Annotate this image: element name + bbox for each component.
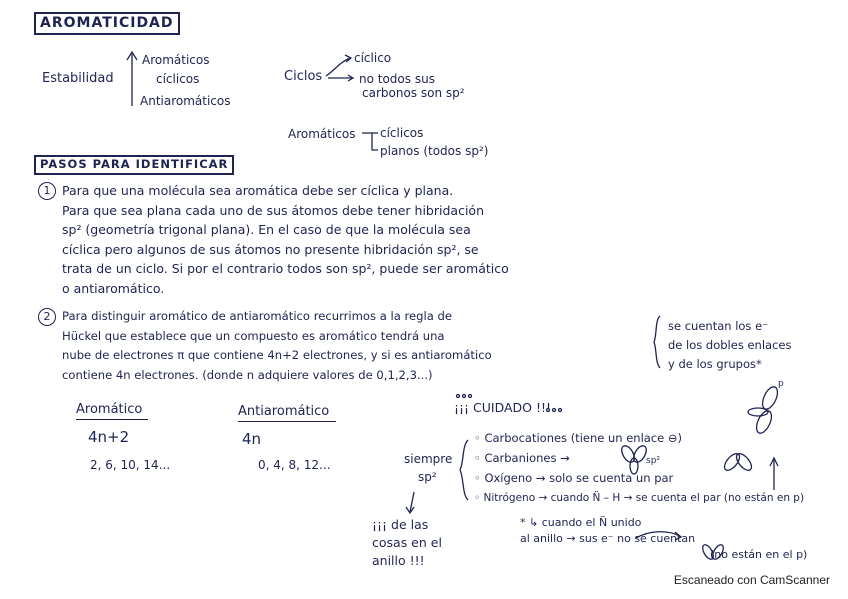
sp2-orbital-label: sp² <box>646 456 661 466</box>
siempre-down-arrow <box>406 492 414 513</box>
paso1-line: trata de un ciclo. Si por el contrario todos son sp², puede ser aromático <box>62 261 509 276</box>
up-arrow-to-orbital <box>770 458 778 490</box>
bottom-orbital-icon <box>701 543 726 561</box>
paso2-number: 2 <box>38 308 56 326</box>
paso1-line: o antiaromático. <box>62 280 165 296</box>
ciclos-item-no-todos: no todos sus <box>359 72 435 86</box>
camscanner-footer: Escaneado con CamScanner <box>673 573 830 587</box>
rule-antiaromatico-values: 0, 4, 8, 12... <box>258 458 331 472</box>
rule-antiaromatico-label: Antiaromático <box>238 404 330 419</box>
stability-arrow <box>127 52 137 106</box>
ciclos-item-ciclico: cíclico <box>354 51 392 65</box>
aromaticos-def-label: Aromáticos <box>288 127 356 141</box>
aromaticos-bracket <box>362 133 378 150</box>
cuidado-siempre: siempre <box>404 452 453 466</box>
cuidado-item: ◦ Carbocationes (tiene un enlace ⊖) <box>474 431 682 445</box>
ciclos-item-carbonos: carbonos son sp² <box>362 86 465 100</box>
paso1-line: sp² (geometría trigonal plana). En el caso de que la molécula sea <box>62 222 471 237</box>
siempre-brace <box>460 440 468 500</box>
ciclos-arrows <box>326 55 353 81</box>
cosas-line: cosas en el <box>372 535 442 550</box>
ciclos-label: Ciclos <box>284 69 323 84</box>
paso2-line: Para distinguir aromático de antiaromático recurrimos a la regla de <box>62 309 453 323</box>
estabilidad-label: Estabilidad <box>42 71 114 86</box>
nota-line: * ↳ cuando el N̈ unido <box>520 516 642 529</box>
rule-aromatico-label: Aromático <box>76 402 143 417</box>
paso1-line: Para que sea plana cada uno de sus átomos debe tener hibridación <box>62 202 484 218</box>
estabilidad-item-antiaromaticos: Antiaromáticos <box>140 94 231 108</box>
cuidado-siempre-sp2: sp² <box>418 470 437 484</box>
paso1-line: Para que una molécula sea aromática debe ser cíclica y plana. <box>62 183 454 198</box>
estabilidad-item-ciclicos: cíclicos <box>156 72 200 86</box>
cuidado-item: ◦ Carbaniones → <box>474 451 570 465</box>
rule-aromatico-values: 2, 6, 10, 14... <box>90 458 171 472</box>
aromaticos-def-planos: planos (todos sp²) <box>380 144 489 158</box>
cuidado-item: ◦ Nitrógeno → cuando N̈ – H → se cuenta el par (no están en p) <box>474 492 805 504</box>
oxygen-orbital-icon <box>722 451 755 473</box>
cuidado-item: ◦ Oxígeno → solo se cuenta un par <box>474 471 674 485</box>
nota-arrow <box>636 532 681 540</box>
carbanion-orbital-icon <box>619 444 649 474</box>
rule-antiaromatico-formula: 4n <box>242 430 262 448</box>
paso2-line: nube de electrones π que contiene 4n+2 electrones, y si es antiaromático <box>62 348 492 362</box>
nota-line: al anillo → sus e⁻ no se cuentan <box>520 532 696 545</box>
estabilidad-item-aromaticos: Aromáticos <box>142 53 210 67</box>
side-note-line: se cuentan los e⁻ <box>668 319 769 333</box>
page-title: AROMATICIDAD <box>34 12 180 35</box>
side-note-brace <box>654 316 660 368</box>
paso2-line: Hückel que establece que un compuesto es aromático tendrá una <box>62 328 445 343</box>
cosas-line: anillo !!! <box>372 553 425 568</box>
p-orbital-icon <box>748 385 781 436</box>
side-note-line: y de los grupos* <box>668 357 762 371</box>
side-note-line: de los dobles enlaces <box>668 338 792 352</box>
cuidado-title: ¡¡¡ CUIDADO !!! <box>454 400 551 415</box>
cosas-line: ¡¡¡ de las <box>372 517 429 532</box>
paso1-line: cíclica pero algunos de sus átomos no presente hibridación sp², se <box>62 241 479 257</box>
paso2-line: contiene 4n electrones. (donde n adquiere valores de 0,1,2,3...) <box>62 367 433 382</box>
pasos-title: PASOS PARA IDENTIFICAR <box>34 155 234 175</box>
cuidado-decor-dots <box>457 395 562 412</box>
rule-aromatico-formula: 4n+2 <box>88 428 130 446</box>
aromaticos-def-ciclicos: cíclicos <box>380 126 424 140</box>
p-orbital-label: p <box>778 379 784 389</box>
paso1-number: 1 <box>38 182 56 200</box>
nota-line: (no están en el p) <box>710 548 808 561</box>
